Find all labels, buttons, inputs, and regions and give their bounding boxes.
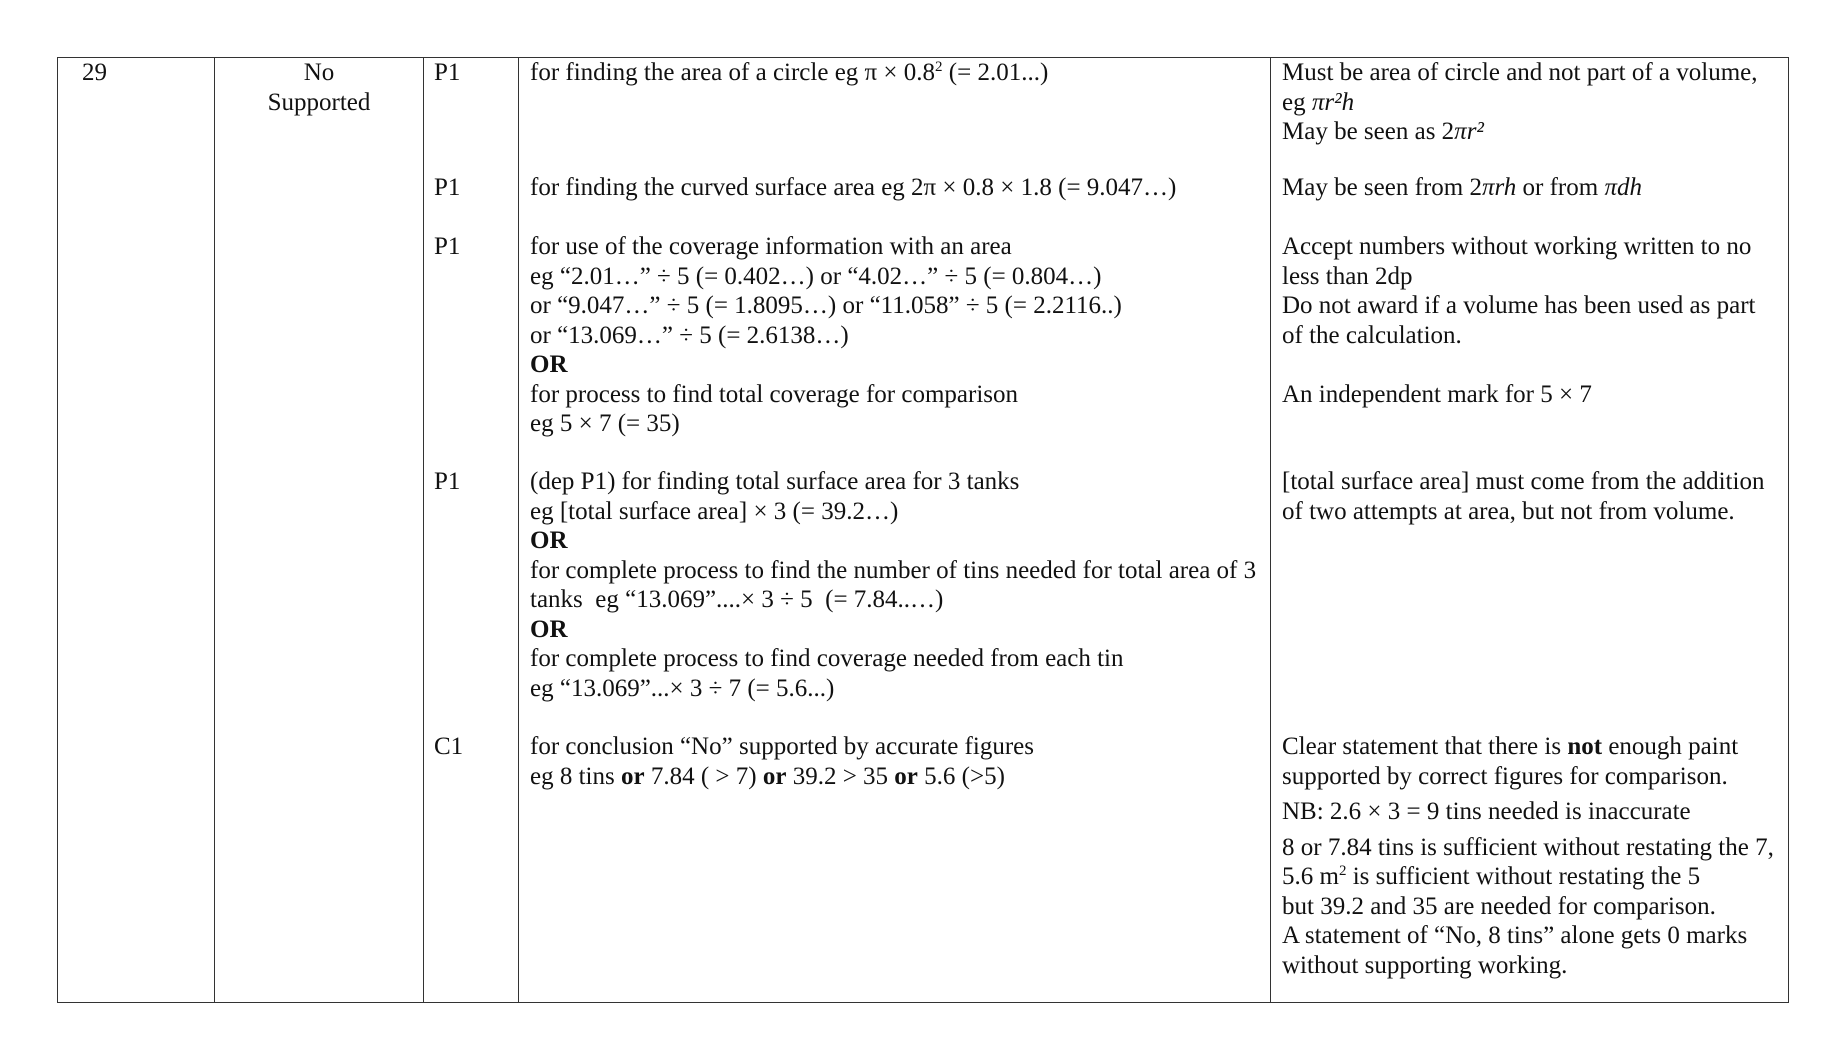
column-divider <box>423 58 424 1002</box>
column-divider <box>214 58 215 1002</box>
mark-notes <box>530 232 1122 439</box>
notes-line: for conclusion “No” supported by accurate figures <box>530 733 1034 760</box>
guidance-line: NB: 2.6 × 3 = 9 tins needed is inaccurate <box>1282 798 1691 825</box>
notes-line: eg [total surface area] × 3 (= 39.2…) <box>530 497 899 525</box>
guidance-line: Accept numbers without working written to no <box>1282 233 1752 260</box>
notes-line: eg 8 tins or 7.84 ( > 7) or 39.2 > 35 or 5.6 (>5) <box>530 762 1005 790</box>
mark-guidance <box>1282 467 1764 526</box>
guidance-line: but 39.2 and 35 are needed for comparison. <box>1282 892 1716 920</box>
mark-code: P1 <box>434 233 461 260</box>
guidance-line: Must be area of circle and not part of a volume, <box>1282 59 1758 86</box>
answer-line: No <box>303 59 335 86</box>
mark-guidance <box>1282 58 1758 147</box>
guidance-line: Clear statement that there is not enough paint <box>1282 733 1739 760</box>
mark-notes <box>530 173 1176 203</box>
guidance-line: of the calculation. <box>1282 321 1462 349</box>
notes-or-label: OR <box>530 527 568 554</box>
notes-line: for use of the coverage information with an area <box>530 233 1012 260</box>
notes-line: eg “2.01…” ÷ 5 (= 0.402…) or “4.02…” ÷ 5 (= 0.804…) <box>530 262 1102 290</box>
mark-code: P1 <box>434 174 461 201</box>
answer-line: Supported <box>267 88 371 116</box>
mark-code: P1 <box>434 468 461 495</box>
notes-line: tanks eg “13.069”....× 3 ÷ 5 (= 7.84..…) <box>530 586 944 613</box>
notes-line: for process to find total coverage for comparison <box>530 380 1019 408</box>
column-divider <box>1270 58 1271 1002</box>
guidance-line: of two attempts at area, but not from volume. <box>1282 497 1735 525</box>
mark-notes <box>530 467 1256 703</box>
guidance-line: without supporting working. <box>1282 951 1568 979</box>
notes-or-label: OR <box>530 351 568 378</box>
notes-line: for finding the area of a circle eg $\pi \times 0.8^2$ (= 2.01...) <box>530 59 1049 86</box>
notes-line: (dep P1) for finding total surface area for 3 tanks <box>530 468 1020 495</box>
mark-code: P1 <box>434 59 461 86</box>
answer-cell <box>214 58 424 117</box>
guidance-line: 5.6 $m^2$ is sufficient without restating the 5 <box>1282 863 1701 890</box>
guidance-line: supported by correct figures for comparison. <box>1282 762 1728 790</box>
mark-guidance <box>1282 232 1755 409</box>
question-number: 29 <box>82 59 107 86</box>
guidance-line: [total surface area] must come from the addition <box>1282 468 1765 495</box>
mark-notes <box>530 732 1034 791</box>
mark-notes <box>530 58 1048 88</box>
notes-line: for complete process to find the number of tins needed for total area of 3 <box>530 556 1257 584</box>
notes-line: or “13.069…” ÷ 5 (= 2.6138…) <box>530 321 849 349</box>
guidance-line: 8 or 7.84 tins is sufficient without restating the 7, <box>1282 833 1774 861</box>
guidance-line: eg πr²h <box>1282 88 1355 116</box>
guidance-line: A statement of “No, 8 tins” alone gets 0 marks <box>1282 922 1748 949</box>
guidance-line: An independent mark for 5 × 7 <box>1282 380 1592 408</box>
notes-line: eg “13.069”...× 3 ÷ 7 (= 5.6...) <box>530 674 835 702</box>
guidance-line: Do not award if a volume has been used as part <box>1282 292 1756 319</box>
notes-line: eg 5 × 7 (= 35) <box>530 410 680 437</box>
guidance-line: May be seen from 2πrh or from πdh <box>1282 174 1642 201</box>
notes-or-label: OR <box>530 615 568 643</box>
guidance-line: May be seen as 2πr² <box>1282 118 1484 145</box>
column-divider <box>518 58 519 1002</box>
notes-line: for finding the curved surface area eg 2π × 0.8 × 1.8 (= 9.047…) <box>530 174 1177 201</box>
mark-code: C1 <box>434 733 464 760</box>
notes-line: for complete process to find coverage needed from each tin <box>530 645 1124 672</box>
mark-guidance <box>1282 173 1642 203</box>
guidance-line: less than 2dp <box>1282 262 1413 290</box>
notes-line: or “9.047…” ÷ 5 (= 1.8095…) or “11.058” ÷ 5 (= 2.2116..) <box>530 292 1122 319</box>
mark-guidance <box>1282 732 1774 980</box>
